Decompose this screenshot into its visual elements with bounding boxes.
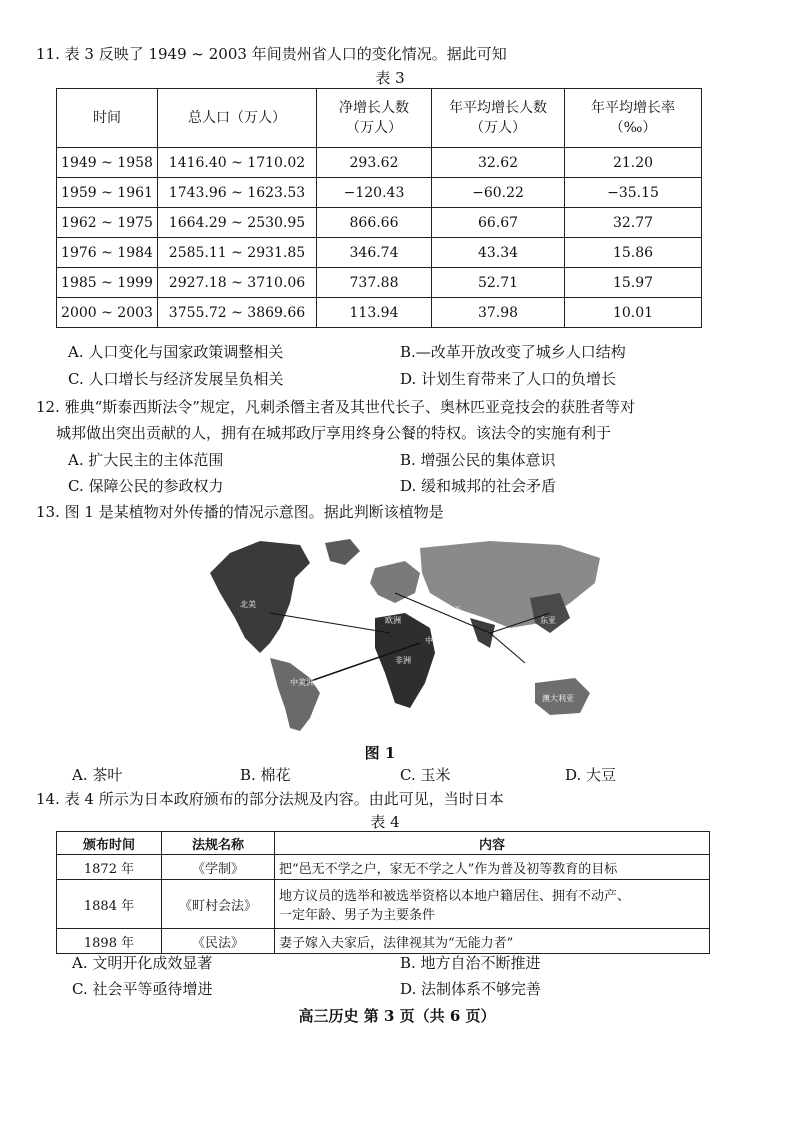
map-label: 南亚 xyxy=(477,656,493,665)
table-row xyxy=(57,178,702,208)
header-cell: 总人口（万人） xyxy=(158,89,317,148)
cell: 《町村会法》 xyxy=(162,880,275,929)
cell: 1959 ~ 1961 xyxy=(57,178,158,208)
q14-stem: 14. 表 4 所示为日本政府颁布的部分法规及内容。由此可见，当时日本 xyxy=(36,790,504,808)
map-label: 东南亚 xyxy=(510,671,534,680)
table-4 xyxy=(56,831,710,954)
q12-option-a: A. 扩大民主的主体范围 xyxy=(68,451,224,469)
q11-option-b: B.—改革开放改变了城乡人口结构 xyxy=(400,343,626,361)
cell: 21.20 xyxy=(565,148,702,178)
cell: 10.01 xyxy=(565,298,702,328)
cell: 346.74 xyxy=(317,238,432,268)
cell: 1949 ~ 1958 xyxy=(57,148,158,178)
table-row xyxy=(57,238,702,268)
header-cell: 年平均增长人数（万人） xyxy=(432,89,565,148)
q11-option-d: D. 计划生育带来了人口的负增长 xyxy=(400,370,617,388)
q12-option-d: D. 缓和城邦的社会矛盾 xyxy=(400,477,557,495)
header-cell: 年平均增长率（‰） xyxy=(565,89,702,148)
table-row xyxy=(57,929,710,954)
q13-option-d: D. 大豆 xyxy=(565,766,617,784)
header-cell: 内容 xyxy=(275,832,710,855)
cell xyxy=(275,880,710,929)
cell: 2000 ~ 2003 xyxy=(57,298,158,328)
q12-option-b: B. 增强公民的集体意识 xyxy=(400,451,556,469)
cell: 66.67 xyxy=(432,208,565,238)
cell: 1743.96 ~ 1623.53 xyxy=(158,178,317,208)
q13-option-b: B. 棉花 xyxy=(240,766,291,784)
cell: 15.97 xyxy=(565,268,702,298)
cell: 43.34 xyxy=(432,238,565,268)
q13-option-c: C. 玉米 xyxy=(400,766,451,784)
q14-option-c: C. 社会平等亟待增进 xyxy=(72,980,213,998)
cell-line: 一定年龄、男子为主要条件 xyxy=(279,908,436,923)
header-cell: 时间 xyxy=(57,89,158,148)
cell: 1664.29 ~ 2530.95 xyxy=(158,208,317,238)
header-cell: 法规名称 xyxy=(162,832,275,855)
cell: 1898 年 xyxy=(57,929,162,954)
cell: 15.86 xyxy=(565,238,702,268)
figure1-caption: 图 1 xyxy=(364,744,396,762)
table3-caption: 表 3 xyxy=(375,69,405,87)
table-row xyxy=(57,298,702,328)
cell: 《民法》 xyxy=(162,929,275,954)
cell: 1976 ~ 1984 xyxy=(57,238,158,268)
cell: 《学制》 xyxy=(162,855,275,880)
q14-option-a: A. 文明开化成效显著 xyxy=(72,954,213,972)
table-row xyxy=(57,148,702,178)
table-row xyxy=(57,208,702,238)
world-map-figure xyxy=(190,533,620,733)
cell: 866.66 xyxy=(317,208,432,238)
map-label: 东亚 xyxy=(540,616,556,625)
cell: −35.15 xyxy=(565,178,702,208)
cell: 32.62 xyxy=(432,148,565,178)
table-3 xyxy=(56,88,702,328)
table-header-row xyxy=(57,89,702,148)
header-cell: 颁布时间 xyxy=(57,832,162,855)
cell: 737.88 xyxy=(317,268,432,298)
q11-stem: 11. 表 3 反映了 1949 ~ 2003 年间贵州省人口的变化情况。据此可知 xyxy=(36,45,507,63)
cell: 2585.11 ~ 2931.85 xyxy=(158,238,317,268)
cell: 2927.18 ~ 3710.06 xyxy=(158,268,317,298)
q13-stem: 13. 图 1 是某植物对外传播的情况示意图。据此判断该植物是 xyxy=(36,503,444,521)
map-label: 北美 xyxy=(240,600,256,609)
q12-option-c: C. 保障公民的参政权力 xyxy=(68,477,224,495)
map-label: 中美洲 xyxy=(290,678,314,687)
cell: 37.98 xyxy=(432,298,565,328)
q14-option-b: B. 地方自治不断推进 xyxy=(400,954,541,972)
cell: 1962 ~ 1975 xyxy=(57,208,158,238)
map-label: 中亚 xyxy=(445,606,461,615)
q14-option-d: D. 法制体系不够完善 xyxy=(400,980,542,998)
cell: 32.77 xyxy=(565,208,702,238)
q11-option-c: C. 人口增长与经济发展呈负相关 xyxy=(68,370,284,388)
cell: 1872 年 xyxy=(57,855,162,880)
table-row xyxy=(57,880,710,929)
cell: 1416.40 ~ 1710.02 xyxy=(158,148,317,178)
cell: 52.71 xyxy=(432,268,565,298)
map-label: 中东 xyxy=(425,636,441,645)
map-label: 澳大利亚 xyxy=(542,694,574,703)
table4-caption: 表 4 xyxy=(370,813,400,831)
q11-option-a: A. 人口变化与国家政策调整相关 xyxy=(68,343,284,361)
cell: 293.62 xyxy=(317,148,432,178)
cell: −120.43 xyxy=(317,178,432,208)
table-row xyxy=(57,268,702,298)
q12-stem-line2: 城邦做出突出贡献的人，拥有在城邦政厅享用终身公餐的特权。该法令的实施有利于 xyxy=(56,424,612,442)
cell: 把“邑无不学之户，家无不学之人”作为普及初等教育的目标 xyxy=(275,855,710,880)
cell: 1884 年 xyxy=(57,880,162,929)
q13-option-a: A. 茶叶 xyxy=(72,766,123,784)
cell: 3755.72 ~ 3869.66 xyxy=(158,298,317,328)
cell: 妻子嫁入夫家后，法律视其为“无能力者” xyxy=(275,929,710,954)
cell-line: 地方议员的选举和被选举资格以本地户籍居住、拥有不动产、 xyxy=(279,889,631,904)
page-footer: 高三历史 第 3 页（共 6 页） xyxy=(298,1007,496,1025)
cell: 1985 ~ 1999 xyxy=(57,268,158,298)
cell: −60.22 xyxy=(432,178,565,208)
table-row xyxy=(57,855,710,880)
cell: 113.94 xyxy=(317,298,432,328)
q12-stem-line1: 12. 雅典“斯泰西斯法令”规定，凡刺杀僭主者及其世代长子、奥林匹亚竞技会的获胜者等对 xyxy=(36,398,635,416)
map-label: 非洲 xyxy=(395,656,411,665)
header-cell: 净增长人数（万人） xyxy=(317,89,432,148)
map-label: 欧洲 xyxy=(385,616,401,625)
table-header-row xyxy=(57,832,710,855)
